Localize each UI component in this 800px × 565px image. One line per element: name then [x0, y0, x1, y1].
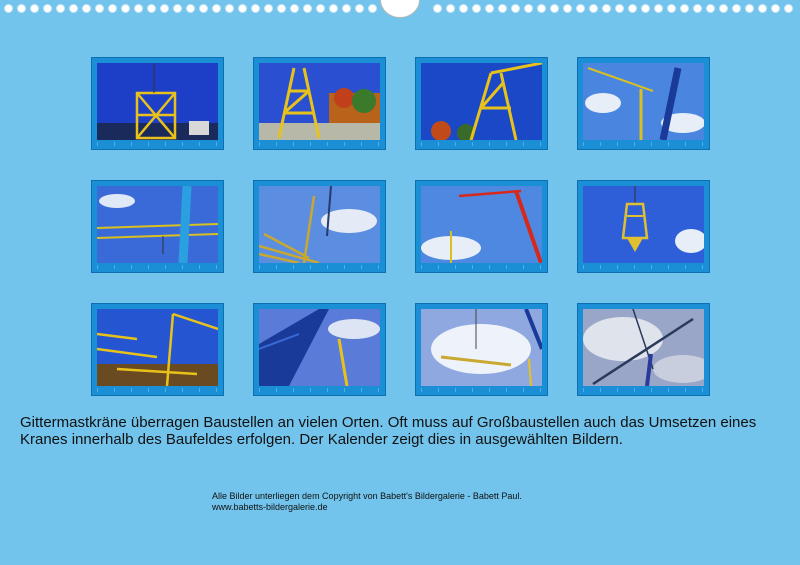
photo-crane-lying-clouds: [259, 186, 380, 263]
photo-yellow-mast-top: [421, 63, 542, 140]
binding-hole: [56, 4, 65, 13]
thumbnail-5[interactable]: [91, 180, 224, 273]
photo-yellow-mast-base-trees: [259, 63, 380, 140]
thumbnail-10[interactable]: [253, 303, 386, 396]
binding-hole: [459, 4, 468, 13]
binding-hole: [251, 4, 260, 13]
binding-hole: [550, 4, 559, 13]
binding-hole: [82, 4, 91, 13]
binding-hole: [615, 4, 624, 13]
binding-hole: [238, 4, 247, 13]
binding-hole: [719, 4, 728, 13]
calendar-description: Gittermastkräne überragen Baustellen an vielen Orten. Oft muss auf Großbaustellen auch das Umsetzen eines Kranes innerhalb des Baufeldes erfolgen. Der Kalender zeigt dies in ausgewählten Bildern.: [20, 414, 757, 448]
thumbnail-6[interactable]: [253, 180, 386, 273]
binding-hole: [225, 4, 234, 13]
binding-hole: [342, 4, 351, 13]
binding-hole: [316, 4, 325, 13]
binding-hole: [43, 4, 52, 13]
binding-hole: [277, 4, 286, 13]
binding-hole: [680, 4, 689, 13]
binding-hole: [706, 4, 715, 13]
binding-hole: [784, 4, 793, 13]
binding-hole: [563, 4, 572, 13]
photo-yellow-cranes-site: [97, 309, 218, 386]
binding-hole: [485, 4, 494, 13]
copyright-text: Alle Bilder unterliegen dem Copyright von Babett's Bildergalerie - Babett Paul.: [212, 491, 522, 501]
binding-hole: [641, 4, 650, 13]
binding-hole: [446, 4, 455, 13]
binding-hole: [69, 4, 78, 13]
binding-hole: [186, 4, 195, 13]
thumbnail-2[interactable]: [253, 57, 386, 150]
photo-blue-mast-yellow-jib: [97, 186, 218, 263]
binding-hole: [303, 4, 312, 13]
binding-hole: [264, 4, 273, 13]
thumbnail-12[interactable]: [577, 303, 710, 396]
binding-hole: [589, 4, 598, 13]
binding-hole: [537, 4, 546, 13]
photo-crane-assembly-clouds: [583, 309, 704, 386]
binding-hole: [30, 4, 39, 13]
binding-hole: [173, 4, 182, 13]
copyright-notice: [212, 491, 632, 513]
binding-hole: [212, 4, 221, 13]
binding-hole: [108, 4, 117, 13]
binding-hole: [758, 4, 767, 13]
binding-hole: [17, 4, 26, 13]
binding-hole: [121, 4, 130, 13]
binding-hole: [576, 4, 585, 13]
binding-hole: [199, 4, 208, 13]
thumbnail-1[interactable]: [91, 57, 224, 150]
thumbnail-3[interactable]: [415, 57, 548, 150]
binding-hole: [147, 4, 156, 13]
binding-hole: [511, 4, 520, 13]
binding-hole: [472, 4, 481, 13]
binding-hole: [160, 4, 169, 13]
binding-hole: [355, 4, 364, 13]
binding-hole: [498, 4, 507, 13]
binding-hole: [329, 4, 338, 13]
binding-hole: [654, 4, 663, 13]
binding-hole: [732, 4, 741, 13]
photo-blue-crane-boom-yellow: [259, 309, 380, 386]
binding-hole: [693, 4, 702, 13]
photo-yellow-mast-closeup: [97, 63, 218, 140]
photo-crane-jib-lifted-clouds: [421, 309, 542, 386]
binding-hole: [745, 4, 754, 13]
binding-hole: [95, 4, 104, 13]
photo-blue-and-yellow-crane-clouds: [583, 63, 704, 140]
binding-hole: [4, 4, 13, 13]
binding-hole: [290, 4, 299, 13]
thumbnail-11[interactable]: [415, 303, 548, 396]
photo-hanging-crane-top: [583, 186, 704, 263]
thumbnail-9[interactable]: [91, 303, 224, 396]
binding-hole: [667, 4, 676, 13]
binding-hole: [134, 4, 143, 13]
thumbnail-7[interactable]: [415, 180, 548, 273]
binding-hole: [524, 4, 533, 13]
website-link[interactable]: www.babetts-bildergalerie.de: [212, 502, 328, 512]
binding-hole: [602, 4, 611, 13]
thumbnail-8[interactable]: [577, 180, 710, 273]
binding-hole: [368, 4, 377, 13]
binding-hole: [771, 4, 780, 13]
binding-hole: [433, 4, 442, 13]
thumbnail-4[interactable]: [577, 57, 710, 150]
photo-red-crane-clouds: [421, 186, 542, 263]
binding-hole: [628, 4, 637, 13]
